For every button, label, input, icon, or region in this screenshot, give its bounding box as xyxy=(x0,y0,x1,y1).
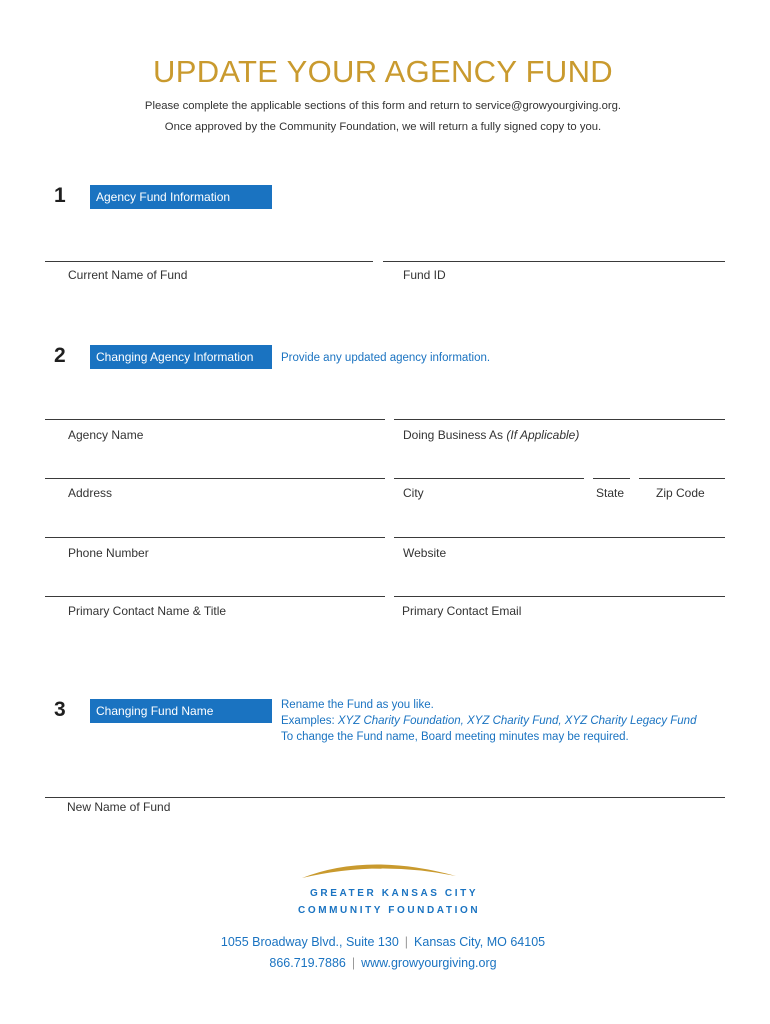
zip-label: Zip Code xyxy=(656,486,705,500)
city-label: City xyxy=(403,486,424,500)
current-name-field[interactable] xyxy=(45,261,373,262)
section-1-number: 1 xyxy=(54,184,66,207)
contact-name-label: Primary Contact Name & Title xyxy=(68,604,227,618)
footer-address-line xyxy=(0,935,766,949)
logo-text-line-1: GREATER KANSAS CITY xyxy=(310,888,479,899)
website-label: Website xyxy=(403,546,447,560)
section-3-tab: Changing Fund Name xyxy=(90,699,272,723)
contact-email-label: Primary Contact Email xyxy=(402,604,522,618)
section-1-tab: Agency Fund Information xyxy=(90,185,272,209)
footer-separator: | xyxy=(404,935,409,949)
section-3-note xyxy=(281,697,696,745)
state-field[interactable] xyxy=(593,478,630,479)
section-3-note-line-2 xyxy=(281,713,696,729)
new-name-label: New Name of Fund xyxy=(67,800,171,814)
fund-id-field[interactable] xyxy=(383,261,725,262)
address-field[interactable] xyxy=(45,478,385,479)
new-name-field[interactable] xyxy=(45,797,725,798)
dba-label xyxy=(403,428,579,442)
footer-contact-line xyxy=(0,956,766,970)
city-field[interactable] xyxy=(394,478,584,479)
dba-field[interactable] xyxy=(394,419,725,420)
footer-city: Kansas City, MO 64105 xyxy=(414,935,546,949)
examples-text: XYZ Charity Foundation, XYZ Charity Fund, XYZ Charity Legacy Fund xyxy=(337,715,697,727)
section-2-number: 2 xyxy=(54,344,66,367)
agency-name-label: Agency Name xyxy=(68,428,144,442)
phone-field[interactable] xyxy=(45,537,385,538)
section-2-note: Provide any updated agency information. xyxy=(281,352,491,364)
foundation-logo xyxy=(298,852,481,922)
intro-line-1: Please complete the applicable sections of this form and return to service@growyourgiving.org. xyxy=(144,100,622,112)
footer-separator: | xyxy=(351,956,356,970)
logo-arc-icon xyxy=(298,852,468,884)
intro-line-2: Once approved by the Community Foundation, we will return a fully signed copy to you. xyxy=(164,121,602,133)
contact-email-field[interactable] xyxy=(394,596,725,597)
phone-label: Phone Number xyxy=(68,546,149,560)
fund-id-label: Fund ID xyxy=(403,268,446,282)
section-3-note-line-3: To change the Fund name, Board meeting minutes may be required. xyxy=(281,731,629,743)
dba-qualifier: (If Applicable) xyxy=(506,428,580,442)
current-name-label: Current Name of Fund xyxy=(68,268,188,282)
contact-name-field[interactable] xyxy=(45,596,385,597)
footer-website[interactable]: www.growyourgiving.org xyxy=(361,956,497,970)
section-3-note-line-1: Rename the Fund as you like. xyxy=(281,699,434,711)
footer-phone: 866.719.7886 xyxy=(269,956,346,970)
address-label: Address xyxy=(68,486,113,500)
section-3-number: 3 xyxy=(54,698,66,721)
footer-address: 1055 Broadway Blvd., Suite 130 xyxy=(220,935,399,949)
section-2-tab: Changing Agency Information xyxy=(90,345,272,369)
state-label: State xyxy=(596,486,625,500)
page-title: UPDATE YOUR AGENCY FUND xyxy=(153,54,613,89)
agency-name-field[interactable] xyxy=(45,419,385,420)
logo-text-line-2: COMMUNITY FOUNDATION xyxy=(298,905,481,916)
dba-label-text: Doing Business As xyxy=(403,428,504,442)
website-field[interactable] xyxy=(394,537,725,538)
examples-prefix: Examples: xyxy=(281,715,338,727)
zip-field[interactable] xyxy=(639,478,725,479)
